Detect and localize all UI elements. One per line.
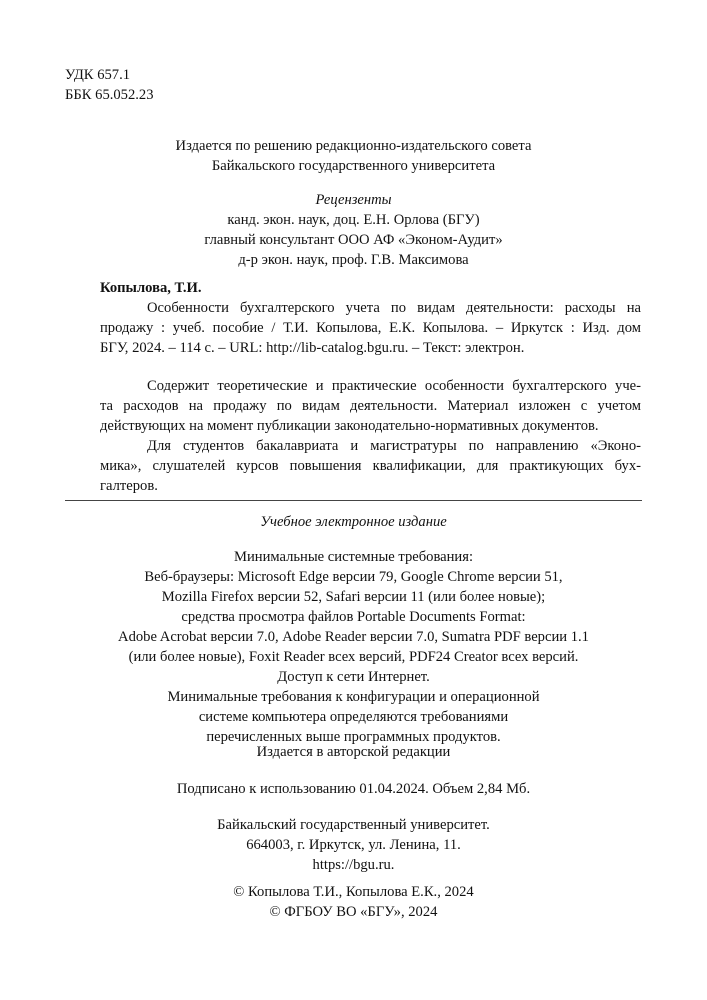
annotation — [100, 376, 641, 496]
reviewer-line: главный консультант ООО АФ «Эконом-Аудит» — [204, 232, 503, 248]
publisher-line: Байкальский государственный университет. — [217, 817, 490, 833]
publication-decision — [60, 136, 647, 176]
annotation-line: мика», слушателей курсов повышения квалификации, для практикующих бух- — [100, 458, 641, 474]
annotation-line: действующих на момент публикации законодательно-нормативных документов. — [100, 418, 599, 434]
publisher-address: 664003, г. Иркутск, ул. Ленина, 11. — [246, 837, 461, 853]
requirements-line: (или более новые), Foxit Reader всех версий, PDF24 Creator всех версий. — [128, 649, 579, 665]
reviewers-block — [60, 190, 647, 270]
requirements-line: перечисленных выше программных продуктов. — [206, 729, 501, 745]
reviewer-line: д-р экон. наук, проф. Г.В. Максимова — [238, 252, 469, 268]
requirements-line: Веб-браузеры: Microsoft Edge версии 79, Google Chrome версии 51, — [144, 569, 563, 585]
edition-type: Учебное электронное издание — [260, 514, 447, 530]
annotation-line: Для студентов бакалавриата и магистратуры по направлению «Эконо- — [147, 438, 641, 454]
requirements-line: Минимальные системные требования: — [233, 549, 474, 565]
bibliographic-description — [100, 298, 641, 358]
publisher-url: https://bgu.ru. — [312, 857, 395, 873]
annotation-line: та расходов на продажу по видам деятельности. Материал изложен с учетом — [100, 398, 641, 414]
annotation-line: Содержит теоретические и практические особенности бухгалтерского уче- — [147, 378, 641, 394]
udk-code: УДК 657.1 — [65, 67, 131, 83]
annotation-line: галтеров. — [100, 478, 158, 494]
divider — [65, 500, 642, 501]
decision-line: Издается по решению редакционно-издательского совета — [175, 138, 532, 154]
biblio-line: Особенности бухгалтерского учета по видам деятельности: расходы на — [147, 300, 641, 316]
publisher-block — [60, 815, 647, 875]
reviewers-heading: Рецензенты — [315, 192, 392, 208]
decision-line: Байкальского государственного университета — [211, 158, 496, 174]
copyright-block — [60, 882, 647, 922]
requirements-line: Минимальные требования к конфигурации и операционной — [167, 689, 540, 705]
signed-note: Подписано к использованию 01.04.2024. Объем 2,84 Мб. — [176, 781, 531, 797]
copyright-line: © Копылова Т.И., Копылова Е.К., 2024 — [233, 884, 474, 900]
requirements-line: Mozilla Firefox версии 52, Safari версии 11 (или более новые); — [161, 589, 546, 605]
requirements-line: системе компьютера определяются требованиями — [198, 709, 509, 725]
classification-codes — [65, 65, 154, 105]
requirements-line: средства просмотра файлов Portable Documents Format: — [181, 609, 526, 625]
bibliographic-author: Копылова, Т.И. — [100, 280, 202, 296]
reviewer-line: канд. экон. наук, доц. Е.Н. Орлова (БГУ) — [227, 212, 480, 228]
system-requirements — [60, 547, 647, 747]
biblio-line: продажу : учеб. пособие / Т.И. Копылова, Е.К. Копылова. – Иркутск : Изд. дом — [100, 320, 641, 336]
requirements-line: Доступ к сети Интернет. — [277, 669, 430, 685]
authors-edition-note: Издается в авторской редакции — [256, 744, 451, 760]
requirements-line: Adobe Acrobat версии 7.0, Adobe Reader версии 7.0, Sumatra PDF версии 1.1 — [118, 629, 589, 645]
biblio-line: БГУ, 2024. – 114 с. – URL: http://lib-catalog.bgu.ru. – Текст: электрон. — [100, 340, 525, 356]
bbk-code: ББК 65.052.23 — [65, 87, 154, 103]
copyright-line: © ФГБОУ ВО «БГУ», 2024 — [269, 904, 438, 920]
